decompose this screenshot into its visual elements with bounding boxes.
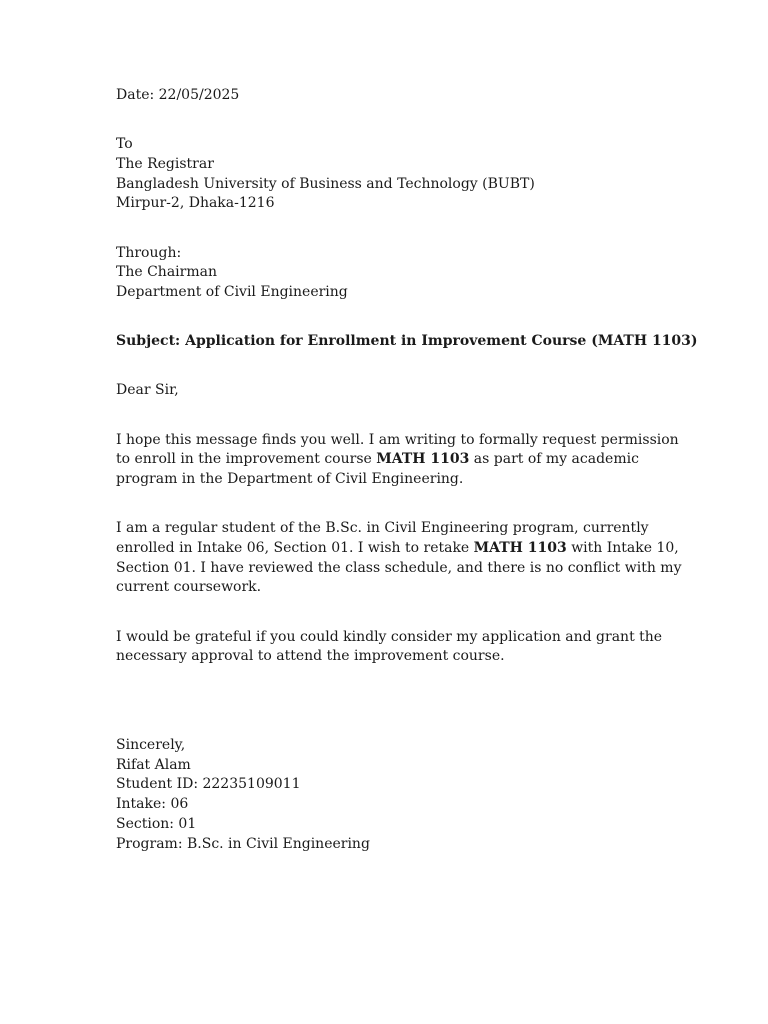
recipient-to: To (116, 136, 133, 153)
intake: Intake: 06 (116, 796, 189, 813)
paragraph-2-line-2-end: with Intake 10, (566, 539, 679, 556)
paragraph-1-line-2 (116, 450, 656, 470)
paragraph-1-line-2-end: as part of my academic (469, 451, 639, 468)
paragraph-3 (116, 628, 663, 667)
sender-name: Rifat Alam (116, 756, 191, 773)
paragraph-2-line-1: I am a regular student of the B.Sc. in Civil Engineering program, currently (116, 520, 649, 537)
recipient-block (116, 135, 656, 214)
recipient-address: Mirpur-2, Dhaka-1216 (116, 195, 275, 212)
closing: Sincerely, (116, 737, 186, 754)
paragraph-1 (116, 431, 679, 490)
through-department: Department of Civil Engineering (116, 283, 348, 300)
program: Program: B.Sc. in Civil Engineering (116, 835, 370, 852)
paragraph-2-line-2-start: enrolled in Intake 06, Section 01. I wish to retake (116, 539, 474, 556)
paragraph-2 (116, 519, 682, 598)
paragraph-1-line-1: I hope this message finds you well. I am writing to formally request permission (116, 431, 679, 448)
through-block (116, 244, 656, 303)
course-code: MATH 1103 (376, 451, 470, 468)
paragraph-2-line-2 (116, 539, 679, 559)
signature-block (116, 736, 656, 854)
recipient-institution: Bangladesh University of Business and Technology (BUBT) (116, 175, 535, 192)
letter-document (116, 86, 698, 854)
paragraph-3-line-2: necessary approval to attend the improvement course. (116, 648, 505, 665)
student-id: Student ID: 22235109011 (116, 776, 301, 793)
date-line: Date: 22/05/2025 (116, 87, 240, 103)
through-label: Through: (116, 244, 182, 261)
paragraph-1-line-2-start: to enroll in the improvement course (116, 451, 377, 468)
salutation: Dear Sir, (116, 382, 179, 399)
through-title: The Chairman (116, 264, 217, 281)
section: Section: 01 (116, 815, 197, 832)
recipient-title: The Registrar (116, 155, 214, 172)
date-block (116, 86, 656, 106)
paragraph-3-line-1: I would be grateful if you could kindly consider my application and grant the (116, 628, 663, 645)
subject-line (116, 332, 698, 352)
course-code: MATH 1103 (473, 539, 567, 556)
subject-text: Subject: Application for Enrollment in Improvement Course (MATH 1103) (116, 333, 698, 350)
paragraph-2-line-3: Section 01. I have reviewed the class schedule, and there is no conflict with my (116, 559, 682, 576)
paragraph-1-line-3: program in the Department of Civil Engineering. (116, 470, 464, 487)
subject-block (116, 332, 698, 352)
paragraph-2-line-4: current coursework. (116, 579, 262, 596)
salutation-block (116, 381, 656, 401)
